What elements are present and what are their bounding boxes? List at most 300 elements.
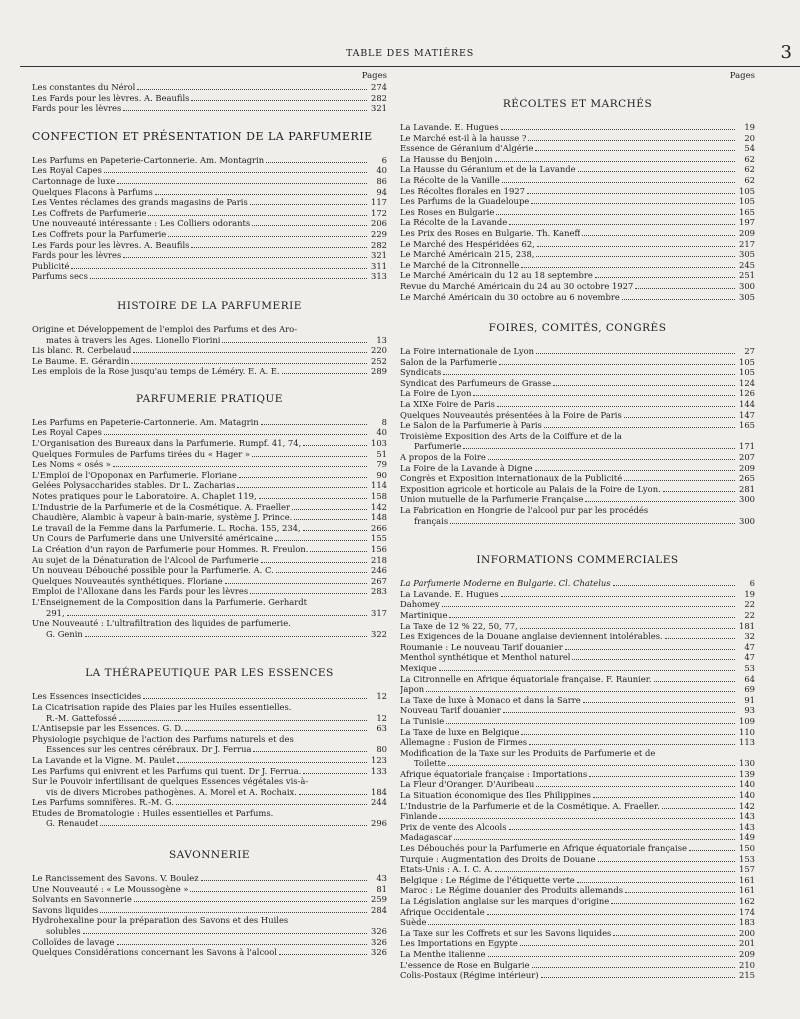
section-title: LA THÉRAPEUTIQUE PAR LES ESSENCES bbox=[85, 667, 334, 680]
entry-page: 63 bbox=[376, 723, 387, 734]
toc-entry bbox=[32, 261, 387, 272]
entry-page: 47 bbox=[744, 652, 755, 663]
toc-entry bbox=[32, 766, 387, 777]
toc-entry bbox=[400, 832, 755, 843]
entry-page: 181 bbox=[739, 620, 755, 631]
right-column bbox=[400, 70, 755, 981]
toc-entry bbox=[400, 737, 755, 748]
dot-leader bbox=[426, 691, 735, 692]
toc-entry bbox=[400, 970, 755, 981]
toc-entry bbox=[400, 367, 755, 378]
entry-title: Parfums secs bbox=[32, 271, 88, 282]
toc-entry bbox=[32, 937, 387, 948]
entry-page: 209 bbox=[739, 227, 755, 238]
entry-title: Les Roses en Bulgarie bbox=[400, 206, 495, 217]
dot-leader bbox=[250, 593, 367, 594]
dot-leader bbox=[239, 477, 367, 478]
dot-leader bbox=[303, 530, 367, 531]
toc-entry bbox=[32, 565, 387, 576]
entry-page: 172 bbox=[371, 207, 387, 218]
entry-page: 19 bbox=[744, 588, 755, 599]
entry-title: L'Antisepsie par les Essences. G. D. bbox=[32, 723, 184, 734]
entry-title: Quelques Considérations concernant les Savons à l'alcool bbox=[32, 947, 277, 958]
entry-title: Lis blanc. R. Cerbelaud bbox=[32, 345, 132, 356]
dot-leader bbox=[625, 892, 735, 893]
toc-entry bbox=[400, 484, 755, 495]
entry-page: 12 bbox=[376, 712, 387, 723]
entry-page: 165 bbox=[739, 206, 755, 217]
entry-page: 284 bbox=[371, 904, 387, 915]
entry-page: 53 bbox=[744, 662, 755, 673]
entry-title: Maroc : Le Régime douanier des Produits allemands bbox=[400, 885, 623, 896]
dot-leader bbox=[252, 225, 367, 226]
entry-title: Fards pour les lèvres bbox=[32, 250, 122, 261]
dot-leader bbox=[299, 794, 367, 795]
toc-entry bbox=[32, 533, 387, 544]
entry-page: 103 bbox=[371, 438, 387, 449]
entry-page: 117 bbox=[371, 197, 387, 208]
entry-page: 305 bbox=[739, 291, 755, 302]
dot-leader bbox=[100, 912, 367, 913]
toc-entry bbox=[32, 187, 387, 198]
toc-entry bbox=[400, 801, 755, 812]
toc-entry bbox=[32, 449, 387, 460]
dot-leader bbox=[117, 183, 367, 184]
entry-page: 174 bbox=[739, 906, 755, 917]
dot-leader bbox=[553, 385, 735, 386]
entry-title: G. Renaudet bbox=[46, 818, 99, 829]
entry-page: 267 bbox=[371, 575, 387, 586]
dot-leader bbox=[624, 480, 735, 481]
dot-leader bbox=[578, 171, 735, 172]
entry-title: La Récolte de la Vanille bbox=[400, 174, 500, 185]
toc-entry bbox=[32, 417, 387, 428]
toc-entry bbox=[32, 523, 387, 534]
toc-entry bbox=[400, 281, 755, 292]
toc-entry bbox=[400, 292, 755, 303]
dot-leader bbox=[536, 256, 735, 257]
entry-page: 311 bbox=[371, 260, 387, 271]
entry-page: 209 bbox=[739, 948, 755, 959]
dot-leader bbox=[537, 246, 735, 247]
entry-title: La Taxe de luxe à Monaco et dans la Sarre bbox=[400, 694, 581, 705]
pages-label: Pages bbox=[729, 71, 755, 81]
entry-title: La Cicatrisation rapide des Plaies par les Huiles essentielles. bbox=[32, 701, 292, 712]
entry-title: Un nouveau Débouché possible pour la Parfumerie. A. C. bbox=[32, 565, 274, 576]
toc-entry bbox=[400, 779, 755, 790]
entry-title: Toilette bbox=[414, 758, 446, 769]
entry-page: 157 bbox=[739, 864, 755, 875]
toc-entry bbox=[400, 378, 755, 389]
entry-title: Les Parfums en Papeterie-Cartonnerie. Am. Montagrin bbox=[32, 154, 265, 165]
entry-title: L'Organisation des Bureaux dans la Parfumerie. Rumpf. 41, 74, bbox=[32, 438, 302, 449]
entry-page: 266 bbox=[371, 522, 387, 533]
toc-entry bbox=[400, 410, 755, 421]
toc-entry bbox=[32, 691, 387, 702]
dot-leader bbox=[439, 670, 735, 671]
entry-title: Belgique : Le Régime de l'étiquette verte bbox=[400, 874, 575, 885]
toc-entry bbox=[32, 734, 387, 745]
toc-entry bbox=[400, 217, 755, 228]
entry-page: 209 bbox=[739, 462, 755, 473]
entry-title: Le Salon de la Parfumerie à Paris bbox=[400, 420, 542, 431]
entry-page: 19 bbox=[744, 122, 755, 132]
entry-title: Le travail de la Femme dans la Parfumerie. L. Rocha. 155, 234, bbox=[32, 522, 301, 533]
entry-page: 22 bbox=[744, 599, 755, 610]
toc-entry bbox=[32, 629, 387, 640]
toc-entry bbox=[32, 491, 387, 502]
toc-entry bbox=[32, 808, 387, 819]
entry-title: Cartonnage de luxe bbox=[32, 175, 116, 186]
toc-entry bbox=[32, 818, 387, 829]
entry-page: 197 bbox=[739, 217, 755, 228]
toc-entry bbox=[400, 494, 755, 505]
toc-entry bbox=[32, 905, 387, 916]
toc-entry bbox=[400, 505, 755, 516]
entry-page: 183 bbox=[739, 917, 755, 928]
dot-leader bbox=[104, 172, 367, 173]
dot-leader bbox=[71, 268, 367, 269]
entry-title: Les Royal Capes bbox=[32, 427, 102, 438]
toc-entry bbox=[32, 544, 387, 555]
toc-entry bbox=[400, 928, 755, 939]
toc-entry bbox=[400, 960, 755, 971]
toc-entry bbox=[400, 473, 755, 484]
entry-page: 62 bbox=[744, 153, 755, 164]
dot-leader bbox=[521, 734, 735, 735]
entry-page: 251 bbox=[739, 270, 755, 281]
toc-entry bbox=[32, 926, 387, 937]
entry-title: L'Emploi de l'Opoponax en Parfumerie. Floriane bbox=[32, 469, 237, 480]
toc-entry bbox=[32, 713, 387, 724]
entry-title: La Foire de Lyon bbox=[400, 388, 472, 399]
entry-page: 245 bbox=[739, 259, 755, 270]
toc-entry bbox=[400, 388, 755, 399]
section-entries bbox=[32, 155, 387, 282]
dot-leader bbox=[577, 882, 735, 883]
entry-page: 47 bbox=[744, 641, 755, 652]
toc-entry bbox=[32, 555, 387, 566]
entry-title: Le Marché de la Citronnelle bbox=[400, 259, 520, 270]
entry-page: 217 bbox=[739, 238, 755, 249]
toc-entry bbox=[400, 674, 755, 685]
entry-page: 326 bbox=[371, 947, 387, 958]
toc-entry bbox=[400, 652, 755, 663]
toc-entry bbox=[400, 631, 755, 642]
toc-entry bbox=[400, 578, 755, 589]
toc-entry bbox=[400, 133, 755, 144]
toc-entry bbox=[400, 811, 755, 822]
section-entries bbox=[400, 346, 755, 526]
entry-title: Sur le Pouvoir infertilisant de quelques Essences végétales vis-à- bbox=[32, 776, 309, 787]
toc-entry bbox=[400, 260, 755, 271]
dot-leader bbox=[90, 278, 367, 279]
entry-page: 69 bbox=[744, 684, 755, 695]
entry-page: 51 bbox=[376, 448, 387, 459]
dot-leader bbox=[123, 110, 367, 111]
dot-leader bbox=[279, 954, 367, 955]
toc-entry bbox=[400, 228, 755, 239]
dot-leader bbox=[250, 204, 367, 205]
entry-title: Fards pour les lèvres bbox=[32, 103, 122, 114]
entry-title: Le Marché Américain du 30 octobre au 6 novembre bbox=[400, 291, 620, 302]
entry-page: 162 bbox=[739, 896, 755, 906]
entry-title: Une nouveauté intéressante : Les Colliers odorants bbox=[32, 218, 251, 229]
dot-leader bbox=[497, 406, 735, 407]
entry-page: 124 bbox=[739, 377, 755, 388]
dot-leader bbox=[67, 615, 367, 616]
entry-page: 80 bbox=[376, 744, 387, 755]
dot-leader bbox=[310, 551, 367, 552]
entry-title: Les emplois de la Rose jusqu'au temps de Léméry. E. A. E. bbox=[32, 366, 280, 377]
entry-title: Les Exigences de la Douane anglaise deviennent intolérables. bbox=[400, 631, 663, 642]
section-entries bbox=[32, 691, 387, 829]
entry-page: 158 bbox=[371, 491, 387, 502]
entry-page: 218 bbox=[371, 554, 387, 565]
entry-title: Menthol synthétique et Menthol naturel bbox=[400, 652, 571, 663]
section-title: PARFUMERIE PRATIQUE bbox=[136, 392, 283, 405]
dot-leader bbox=[527, 193, 735, 194]
entry-page: 326 bbox=[371, 936, 387, 947]
entry-title: Emploi de l'Alloxane dans les Fards pour les lèvres bbox=[32, 586, 249, 597]
toc-entry bbox=[400, 207, 755, 218]
entry-page: 229 bbox=[371, 228, 387, 239]
toc-entry bbox=[32, 480, 387, 491]
entry-page: 6 bbox=[749, 578, 755, 589]
entry-title: Les Débouchés pour la Parfumerie en Afrique équatoriale française bbox=[400, 843, 687, 854]
entry-page: 296 bbox=[371, 818, 387, 829]
entry-page: 206 bbox=[371, 218, 387, 229]
section-entries bbox=[400, 122, 755, 302]
section-title: HISTOIRE DE LA PARFUMERIE bbox=[117, 299, 302, 312]
dot-leader bbox=[292, 509, 367, 510]
dot-leader bbox=[613, 585, 735, 586]
dot-leader bbox=[509, 829, 735, 830]
dot-leader bbox=[261, 424, 367, 425]
dot-leader bbox=[113, 466, 367, 467]
toc-section bbox=[32, 393, 387, 639]
entry-page: 171 bbox=[739, 441, 755, 452]
entry-title: Publicité bbox=[32, 260, 70, 271]
section-title: RÉCOLTES ET MARCHÉS bbox=[502, 98, 653, 110]
dot-leader bbox=[131, 363, 367, 364]
entry-title: A propos de la Foire bbox=[400, 452, 486, 463]
entry-page: 86 bbox=[376, 175, 387, 186]
entry-title: Quelques Formules de Parfums tirées du « Hager » bbox=[32, 448, 251, 459]
entry-page: 281 bbox=[739, 483, 755, 494]
toc-entry bbox=[400, 854, 755, 865]
dot-leader bbox=[635, 288, 735, 289]
toc-section bbox=[32, 667, 387, 829]
toc-entry bbox=[400, 875, 755, 886]
dot-leader bbox=[496, 214, 735, 215]
entry-title: La Foire de la Lavande à Digne bbox=[400, 462, 533, 473]
entry-page: 6 bbox=[381, 154, 387, 165]
toc-entry bbox=[32, 787, 387, 798]
entry-page: 62 bbox=[744, 174, 755, 185]
toc-section bbox=[32, 130, 387, 282]
entry-page: 140 bbox=[739, 779, 755, 790]
toc-entry bbox=[32, 459, 387, 470]
entry-title: Les constantes du Nérol bbox=[32, 82, 136, 92]
dot-leader bbox=[595, 277, 735, 278]
dot-leader bbox=[624, 417, 735, 418]
entry-page: 91 bbox=[744, 694, 755, 705]
toc-entry bbox=[32, 608, 387, 619]
dot-leader bbox=[303, 445, 367, 446]
entry-title: Chaudière, Alambic à vapeur à bain-marie, système J. Prince. bbox=[32, 512, 293, 523]
dot-leader bbox=[446, 723, 735, 724]
toc-entry bbox=[32, 947, 387, 958]
toc-entry bbox=[32, 176, 387, 187]
entry-title: Une Nouveauté : « Le Moussogène » bbox=[32, 883, 189, 894]
dot-leader bbox=[266, 162, 367, 163]
entry-title: Le Baume. E. Gérardin bbox=[32, 355, 130, 366]
entry-page: 148 bbox=[371, 512, 387, 523]
dot-leader bbox=[536, 353, 735, 354]
entry-title: Quelques Nouveautés synthétiques. Floriane bbox=[32, 575, 223, 586]
toc-entry bbox=[32, 155, 387, 166]
entry-page: 265 bbox=[739, 473, 755, 484]
entry-title: Dahomey bbox=[400, 599, 440, 610]
entry-title: solubles bbox=[46, 926, 81, 937]
entry-title: G. Genin bbox=[46, 628, 83, 639]
entry-title: Etudes de Bromatologie : Huiles essentielles et Parfums. bbox=[32, 807, 274, 818]
toc-section bbox=[400, 554, 755, 981]
entry-title: Exposition agricole et horticole au Palais de la Foire de Lyon. bbox=[400, 483, 661, 494]
toc-entry bbox=[32, 884, 387, 895]
section-title: CONFECTION ET PRÉSENTATION DE LA PARFUMERIE bbox=[32, 129, 373, 143]
toc-entry bbox=[400, 758, 755, 769]
dot-leader bbox=[450, 523, 735, 524]
dot-leader bbox=[155, 194, 367, 195]
entry-title: R.-M. Gattefossé bbox=[46, 712, 117, 723]
entry-page: 139 bbox=[739, 768, 755, 779]
entry-page: 109 bbox=[739, 715, 755, 726]
entry-title: Syndicat des Parfumeurs de Grasse bbox=[400, 377, 552, 388]
toc-entry bbox=[32, 335, 387, 346]
entry-page: 322 bbox=[371, 628, 387, 639]
entry-page: 114 bbox=[371, 480, 387, 491]
entry-page: 79 bbox=[376, 459, 387, 470]
entry-page: 210 bbox=[739, 959, 755, 970]
entry-page: 142 bbox=[739, 800, 755, 811]
entry-page: 81 bbox=[376, 883, 387, 894]
entry-title: vis de divers Microbes pathogènes. A. Morel et A. Rochaix. bbox=[46, 786, 297, 797]
entry-title: La Tunisie bbox=[400, 715, 445, 726]
entry-page: 133 bbox=[371, 765, 387, 776]
toc-entry bbox=[400, 122, 755, 133]
toc-entry bbox=[32, 345, 387, 356]
dot-leader bbox=[177, 762, 367, 763]
dot-leader bbox=[585, 501, 735, 502]
toc-entry bbox=[400, 769, 755, 780]
dot-leader bbox=[589, 776, 735, 777]
dot-leader bbox=[104, 434, 367, 435]
entry-title: La Lavande et la Vigne. M. Paulet bbox=[32, 754, 176, 765]
entry-page: 282 bbox=[371, 239, 387, 250]
toc-entry bbox=[400, 463, 755, 474]
toc-entry bbox=[32, 197, 387, 208]
entry-page: 20 bbox=[744, 132, 755, 143]
toc-entry bbox=[400, 663, 755, 674]
toc-entry bbox=[32, 894, 387, 905]
dot-leader bbox=[225, 583, 367, 584]
dot-leader bbox=[487, 914, 735, 915]
dot-leader bbox=[117, 944, 368, 945]
entry-page: 305 bbox=[739, 249, 755, 260]
dot-leader bbox=[133, 352, 367, 353]
entry-title: La Hausse du Benjoin bbox=[400, 153, 493, 164]
entry-title: L'Enseignement de la Composition dans la Parfumerie. Gerhardt bbox=[32, 596, 307, 607]
dot-leader bbox=[535, 470, 735, 471]
dot-leader bbox=[148, 215, 367, 216]
toc-entry bbox=[400, 822, 755, 833]
entry-title: Le Marché est-il à la hausse ? bbox=[400, 132, 527, 143]
entry-title: La Taxe sur les Coffrets et sur les Savons liquides bbox=[400, 927, 612, 938]
dot-leader bbox=[520, 628, 735, 629]
toc-entry bbox=[400, 907, 755, 918]
entry-title: Les Prix des Roses en Bulgarie. Th. Kaneff bbox=[400, 227, 581, 238]
entry-page: 54 bbox=[744, 143, 755, 154]
toc-entry bbox=[32, 271, 387, 282]
entry-title: Gelées Polysaccharides stables. Dr L. Zacharias bbox=[32, 480, 236, 491]
entry-page: 43 bbox=[376, 873, 387, 884]
entry-page: 105 bbox=[739, 185, 755, 196]
toc-section bbox=[32, 300, 387, 377]
entry-page: 300 bbox=[739, 280, 755, 291]
dot-leader bbox=[488, 956, 735, 957]
entry-title: La Foire internationale de Lyon bbox=[400, 346, 535, 357]
dot-leader bbox=[261, 562, 367, 563]
toc-entry bbox=[400, 727, 755, 738]
entry-page: 321 bbox=[371, 250, 387, 261]
entry-page: 289 bbox=[371, 366, 387, 377]
entry-title: Notes pratiques pour le Laboratoire. A. Chaplet 119, bbox=[32, 491, 257, 502]
toc-entry bbox=[32, 797, 387, 808]
entry-title: Suède bbox=[400, 917, 427, 928]
dot-leader bbox=[488, 459, 735, 460]
entry-page: 259 bbox=[371, 894, 387, 905]
entry-title: Finlande bbox=[400, 811, 438, 822]
entry-title: L'essence de Rose en Bulgarie bbox=[400, 959, 530, 970]
entry-title: Les Royal Capes bbox=[32, 165, 102, 176]
toc-section bbox=[400, 322, 755, 526]
dot-leader bbox=[663, 491, 735, 492]
entry-title: mates à travers les Ages. Lionello Fiorini bbox=[46, 334, 221, 345]
entry-title: La Législation anglaise sur les marques d'origine bbox=[400, 896, 610, 906]
toc-entry bbox=[32, 915, 387, 926]
toc-entry bbox=[400, 684, 755, 695]
entry-page: 274 bbox=[371, 82, 387, 92]
toc-entry bbox=[32, 82, 387, 93]
dot-leader bbox=[565, 649, 735, 650]
dot-leader bbox=[495, 871, 735, 872]
dot-leader bbox=[119, 720, 367, 721]
dot-leader bbox=[689, 850, 735, 851]
entry-title: L'Industrie de la Parfumerie et de la Cosmétique. A. Fraeller bbox=[32, 501, 291, 512]
dot-leader bbox=[536, 786, 735, 787]
section-entries bbox=[32, 873, 387, 958]
toc-entry bbox=[400, 716, 755, 727]
entry-title: La XIXe Foire de Paris bbox=[400, 399, 495, 410]
entry-page: 105 bbox=[739, 367, 755, 378]
dot-leader bbox=[448, 765, 735, 766]
entry-title: Etats-Unis : A. I. C. A. bbox=[400, 864, 493, 875]
toc-entry bbox=[400, 748, 755, 759]
dot-leader bbox=[544, 427, 735, 428]
dot-leader bbox=[613, 935, 735, 936]
